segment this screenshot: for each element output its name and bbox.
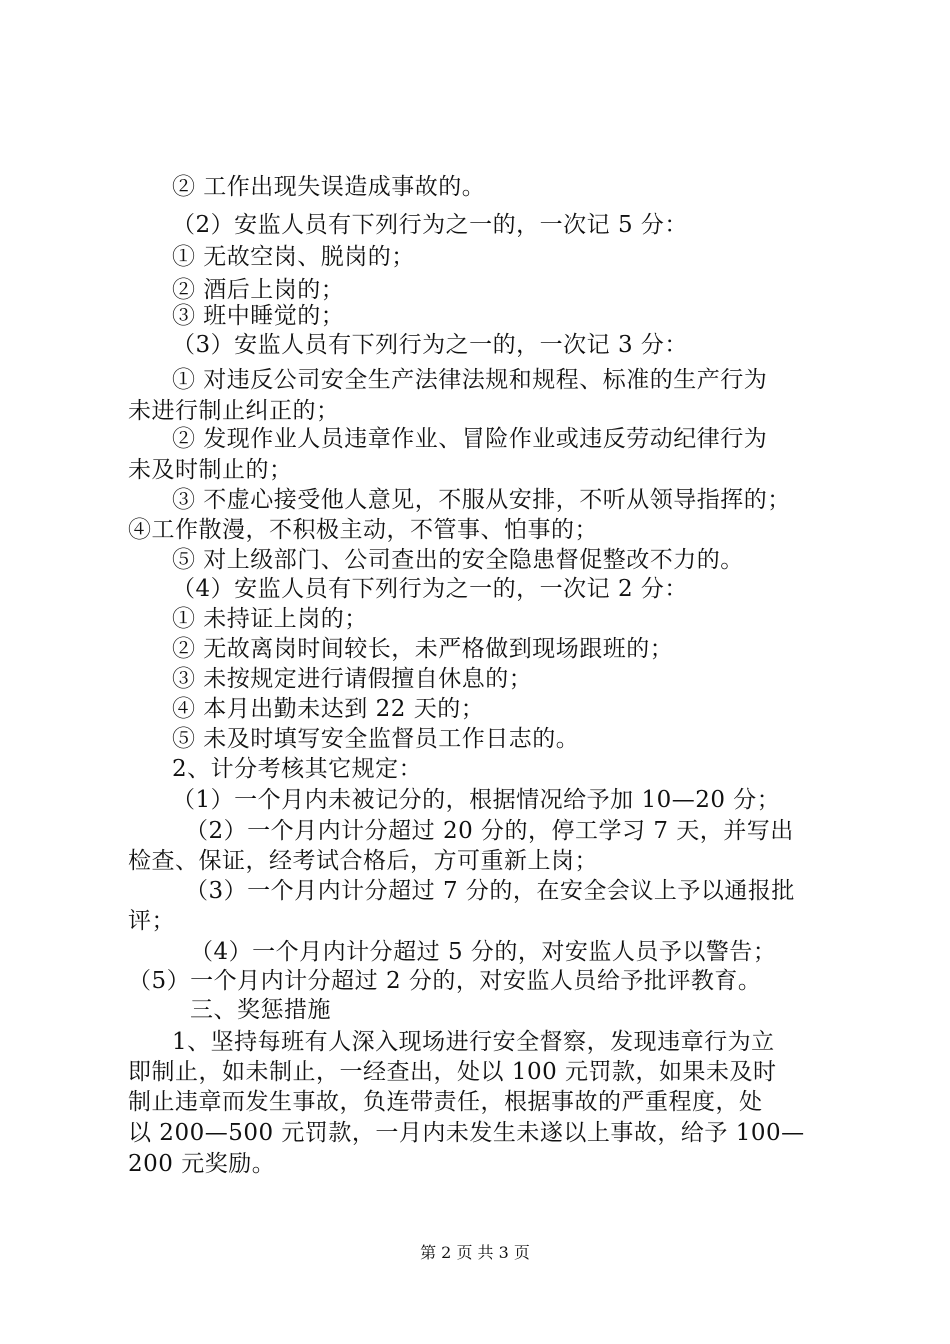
text-line: （5）一个月内计分超过 2 分的，对安监人员给予批评教育。 xyxy=(128,968,762,994)
text-line: 2、计分考核其它规定： xyxy=(172,756,423,782)
text-line: ③ 未按规定进行请假擅自休息的； xyxy=(172,666,533,692)
text-line: 即制止，如未制止，一经查出，处以 100 元罚款，如果未及时 xyxy=(128,1059,777,1085)
text-line: ① 对违反公司安全生产法律法规和规程、标准的生产行为 xyxy=(172,367,768,393)
text-line: 制止违章而发生事故，负连带责任，根据事故的严重程度，处 xyxy=(128,1089,763,1115)
text-line: ③ 班中睡觉的； xyxy=(172,303,345,329)
text-line: ② 无故离岗时间较长，未严格做到现场跟班的； xyxy=(172,636,674,662)
text-line: ⑤ 未及时填写安全监督员工作日志的。 xyxy=(172,726,580,752)
text-line: （3）一个月内计分超过 7 分的，在安全会议上予以通报批 xyxy=(185,878,795,904)
text-line: 未进行制止纠正的； xyxy=(128,398,340,424)
text-line: （4）一个月内计分超过 5 分的，对安监人员予以警告； xyxy=(190,939,777,965)
page-number-footer: 第 2 页 共 3 页 xyxy=(420,1243,530,1262)
text-line: （3）安监人员有下列行为之一的，一次记 3 分： xyxy=(172,332,688,358)
text-line: ④工作散漫，不积极主动，不管事、怕事的； xyxy=(128,517,598,543)
text-line: ① 无故空岗、脱岗的； xyxy=(172,244,415,270)
text-line: ② 发现作业人员违章作业、冒险作业或违反劳动纪律行为 xyxy=(172,426,768,452)
text-line: （2）安监人员有下列行为之一的，一次记 5 分： xyxy=(172,212,688,238)
text-line: 三、奖惩措施 xyxy=(190,997,331,1023)
text-line: （4）安监人员有下列行为之一的，一次记 2 分： xyxy=(172,576,688,602)
text-line: 未及时制止的； xyxy=(128,457,293,483)
text-line: ② 工作出现失误造成事故的。 xyxy=(172,174,486,200)
text-line: ① 未持证上岗的； xyxy=(172,606,368,632)
text-line: 评； xyxy=(128,908,175,934)
text-line: ② 酒后上岗的； xyxy=(172,277,345,303)
text-line: ⑤ 对上级部门、公司查出的安全隐患督促整改不力的。 xyxy=(172,547,744,573)
text-line: ③ 不虚心接受他人意见，不服从安排，不听从领导指挥的； xyxy=(172,487,791,513)
text-line: （1）一个月内未被记分的，根据情况给予加 10—20 分； xyxy=(172,787,781,813)
text-line: 1、坚持每班有人深入现场进行安全督察，发现违章行为立 xyxy=(172,1029,775,1055)
text-line: 检查、保证，经考试合格后，方可重新上岗； xyxy=(128,848,598,874)
text-line: （2）一个月内计分超过 20 分的，停工学习 7 天，并写出 xyxy=(185,818,794,844)
text-line: 200 元奖励。 xyxy=(128,1151,276,1177)
text-line: 以 200—500 元罚款，一月内未发生未遂以上事故，给予 100— xyxy=(128,1120,805,1146)
text-line: ④ 本月出勤未达到 22 天的； xyxy=(172,696,485,722)
